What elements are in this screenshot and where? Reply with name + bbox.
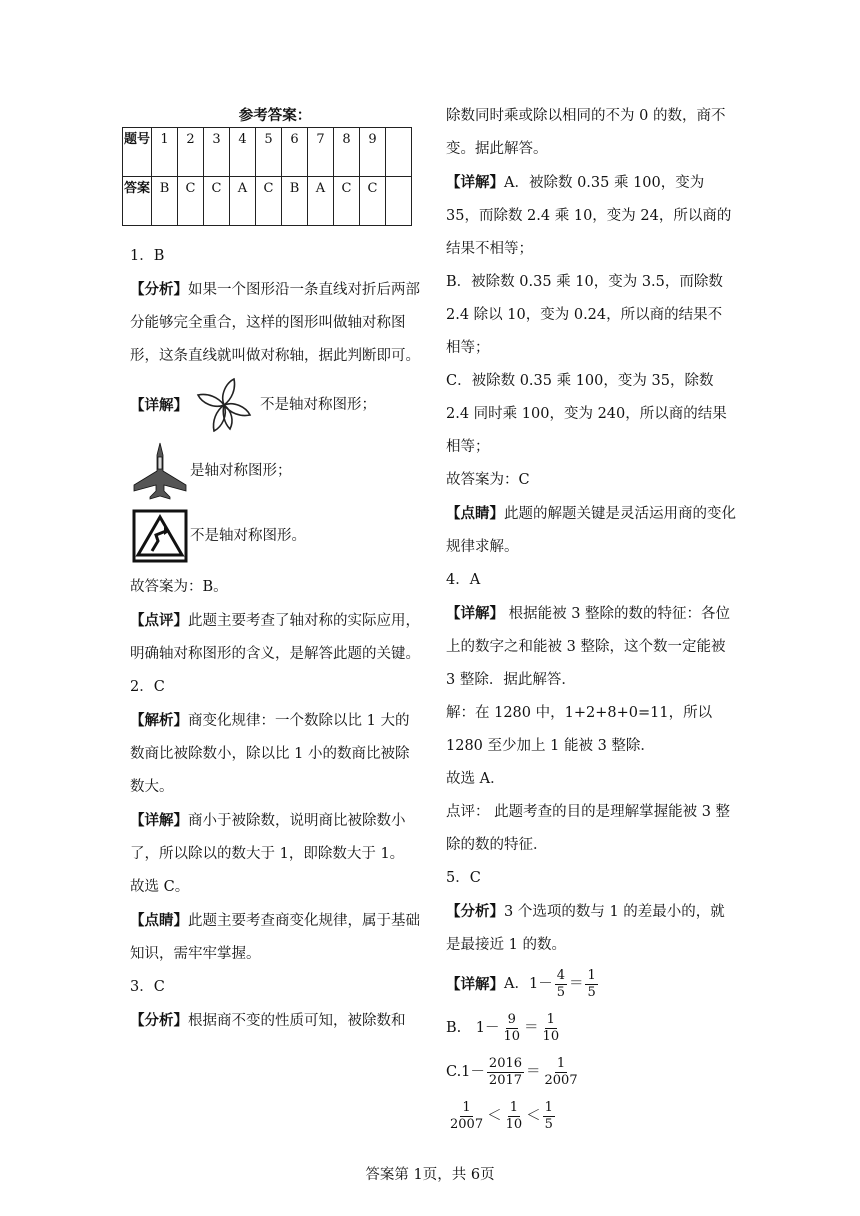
q2-comment-text: 此题主要考查商变化规律，属于基础知识，需牢牢掌握。 bbox=[130, 913, 420, 962]
road-sign-icon bbox=[130, 507, 190, 565]
fraction-numerator: 2016 bbox=[488, 1055, 523, 1071]
fraction bbox=[504, 1100, 525, 1133]
equals-sign: ＝ bbox=[526, 1063, 541, 1080]
table-cell: C bbox=[334, 177, 360, 226]
table-cell: 7 bbox=[308, 128, 334, 177]
table-cell: B bbox=[282, 177, 308, 226]
q3-conclusion: 故答案为：C bbox=[446, 472, 530, 488]
fraction bbox=[487, 1056, 524, 1089]
fraction bbox=[555, 968, 567, 1001]
table-head-answer: 答案 bbox=[123, 177, 152, 226]
q3-analysis bbox=[130, 1004, 420, 1038]
fraction-numerator: 1 bbox=[587, 967, 596, 983]
fraction-numerator: 1 bbox=[546, 1011, 555, 1027]
q2-detail-text: 商小于被除数，说明商比被除数小了，所以除以的数大于 1，即除数大于 1。 bbox=[130, 813, 406, 862]
q5-line-a bbox=[446, 962, 736, 1006]
table-cell: 2 bbox=[178, 128, 204, 177]
table-cell: 9 bbox=[360, 128, 386, 177]
q3-detail-tag: 【详解】 bbox=[446, 174, 504, 191]
q3-detail-a: A．被除数 0.35 乘 100，变为 35，而除数 2.4 乘 10，变为 24，所以商的结果不相等； bbox=[446, 175, 732, 257]
q3-detail-c: C．被除数 0.35 乘 100，变为 35，除数 2.4 同时乘 100，变为 240，所以商的结果相等； bbox=[446, 373, 727, 455]
fraction-numerator: 1 bbox=[462, 1099, 471, 1115]
fraction-denominator: 5 bbox=[587, 984, 596, 1000]
table-cell: C bbox=[178, 177, 204, 226]
q1-comment-tag: 【点评】 bbox=[130, 612, 188, 629]
fraction-numerator: 1 bbox=[556, 1055, 566, 1071]
q4-solution: 解：在 1280 中，1+2+8+0=11，所以 1280 至少加上 1 能被 3 整除． bbox=[446, 705, 713, 754]
q1-fig1-text: 不是轴对称图形； bbox=[260, 396, 376, 413]
table-head-number: 题号 bbox=[123, 128, 152, 177]
q3-comment bbox=[446, 497, 736, 564]
q1-analysis-tag: 【分析】 bbox=[130, 281, 188, 298]
table-cell: C bbox=[256, 177, 282, 226]
q3-analysis-tag: 【分析】 bbox=[130, 1012, 188, 1029]
fraction-denominator: 5 bbox=[556, 984, 565, 1000]
q1-figure-row-3 bbox=[130, 507, 420, 565]
page-footer: 答案第 1页，共 6页 bbox=[365, 1167, 495, 1183]
fraction-denominator: 10 bbox=[505, 1116, 523, 1132]
q5-c-prefix: C.1－ bbox=[446, 1063, 485, 1080]
fraction-numerator: 1 bbox=[509, 1099, 518, 1115]
q5-a-prefix: A．1－ bbox=[504, 975, 553, 992]
q3-analysis-text: 根据商不变的性质可知，被除数和 bbox=[188, 1013, 406, 1029]
fraction bbox=[585, 968, 597, 1001]
q1-analysis-text: 如果一个图形沿一条直线对折后两部分能够完全重合，这样的图形叫做轴对称图形，这条直线就叫做对称轴，据此判断即可。 bbox=[130, 282, 420, 364]
q5-comparison bbox=[446, 1094, 736, 1138]
q1-fig3-text: 不是轴对称图形。 bbox=[190, 527, 306, 544]
fighter-jet-icon bbox=[130, 441, 190, 501]
q3-comment-text: 此题的解题关键是灵活运用商的变化规律求解。 bbox=[446, 506, 736, 555]
pinwheel-flower-icon bbox=[188, 377, 260, 433]
table-cell bbox=[386, 177, 412, 226]
table-cell: 8 bbox=[334, 128, 360, 177]
table-cell: C bbox=[360, 177, 386, 226]
q5-line-b bbox=[446, 1006, 736, 1050]
q1-heading: 1．B bbox=[130, 248, 165, 264]
q3-detail-b: B．被除数 0.35 乘 10，变为 3.5，而除数 2.4 除以 10，变为 0.24，所以商的结果不相等； bbox=[446, 274, 723, 356]
q2-comment bbox=[130, 904, 420, 971]
q5-heading: 5．C bbox=[446, 870, 481, 886]
q3-comment-tag: 【点睛】 bbox=[446, 505, 504, 522]
q1-comment-text: 此题主要考查了轴对称的实际应用，明确轴对称图形的含义，是解答此题的关键。 bbox=[130, 613, 420, 662]
table-cell bbox=[386, 128, 412, 177]
q3-analysis-continued: 除数同时乘或除以相同的不为 0 的数，商不变。据此解答。 bbox=[446, 108, 726, 157]
fraction-numerator: 1 bbox=[544, 1099, 553, 1115]
q2-conclusion: 故选 C。 bbox=[130, 879, 190, 895]
q1-detail-tag: 【详解】 bbox=[130, 396, 188, 414]
q1-figure-row-2 bbox=[130, 441, 420, 501]
fraction-denominator: 2017 bbox=[488, 1072, 523, 1088]
left-column bbox=[123, 100, 420, 1038]
table-cell: 5 bbox=[256, 128, 282, 177]
q2-comment-tag: 【点睛】 bbox=[130, 912, 188, 929]
q2-analysis bbox=[130, 704, 420, 804]
q1-fig2-text: 是轴对称图形； bbox=[190, 462, 292, 479]
table-row-numbers bbox=[123, 128, 412, 177]
table-cell: A bbox=[308, 177, 334, 226]
q1-figure-row-1 bbox=[130, 377, 420, 433]
q5-detail-tag: 【详解】 bbox=[446, 975, 504, 993]
right-column bbox=[446, 100, 736, 1138]
fraction-denominator: 10 bbox=[542, 1028, 560, 1044]
q5-analysis-text: 3 个选项的数与 1 的差最小的，就是最接近 1 的数。 bbox=[446, 904, 725, 953]
answer-table-title: 参考答案： bbox=[238, 107, 312, 124]
q4-heading: 4．A bbox=[446, 572, 481, 588]
table-cell: 4 bbox=[230, 128, 256, 177]
fraction-denominator: 5 bbox=[544, 1116, 553, 1132]
q4-detail bbox=[446, 597, 736, 697]
table-cell: 1 bbox=[152, 128, 178, 177]
fraction bbox=[541, 1012, 562, 1045]
table-cell: B bbox=[152, 177, 178, 226]
q5-analysis bbox=[446, 895, 736, 962]
q4-comment: 点评： 此题考查的目的是理解掌握能被 3 整除的数的特征． bbox=[446, 804, 731, 853]
q5-line-c bbox=[446, 1050, 736, 1094]
equals-sign: ＝ bbox=[524, 1019, 539, 1036]
q2-analysis-text: 商变化规律：一个数除以比 1 大的数商比被除数小，除以比 1 小的数商比被除数大。 bbox=[130, 713, 410, 795]
fraction-numerator: 9 bbox=[507, 1011, 516, 1027]
q1-conclusion: 故答案为：B。 bbox=[130, 579, 228, 595]
answer-table bbox=[122, 127, 412, 226]
fraction bbox=[448, 1100, 485, 1133]
q3-heading: 3．C bbox=[130, 979, 165, 995]
q4-conclusion: 故选 A． bbox=[446, 771, 505, 787]
fraction bbox=[543, 1056, 580, 1089]
table-cell: 3 bbox=[204, 128, 230, 177]
table-cell: 6 bbox=[282, 128, 308, 177]
q3-detail bbox=[446, 166, 736, 266]
q4-detail-tag: 【详解】 bbox=[446, 605, 504, 622]
fraction bbox=[543, 1100, 555, 1133]
q5-analysis-tag: 【分析】 bbox=[446, 903, 504, 920]
fraction-denominator: 2007 bbox=[544, 1072, 578, 1088]
fraction-denominator: 2007 bbox=[450, 1116, 484, 1132]
q2-detail bbox=[130, 804, 420, 871]
table-cell: C bbox=[204, 177, 230, 226]
q5-b-prefix: B. 1－ bbox=[446, 1019, 500, 1036]
q1-comment bbox=[130, 604, 420, 671]
q2-heading: 2．C bbox=[130, 679, 165, 695]
fraction-numerator: 4 bbox=[556, 967, 565, 983]
q2-analysis-tag: 【解析】 bbox=[130, 712, 188, 729]
fraction-denominator: 10 bbox=[503, 1028, 521, 1044]
table-row-answers bbox=[123, 177, 412, 226]
q4-detail-text: 根据能被 3 整除的数的特征：各位上的数字之和能被 3 整除，这个数一定能被 3 整除．据此解答． bbox=[446, 606, 731, 688]
equals-sign: ＝ bbox=[568, 975, 584, 992]
table-cell: A bbox=[230, 177, 256, 226]
fraction bbox=[502, 1012, 523, 1045]
less-than-sign: ＜ bbox=[487, 1107, 502, 1124]
q1-analysis bbox=[130, 273, 420, 373]
q2-detail-tag: 【详解】 bbox=[130, 812, 188, 829]
less-than-sign: ＜ bbox=[526, 1107, 541, 1124]
